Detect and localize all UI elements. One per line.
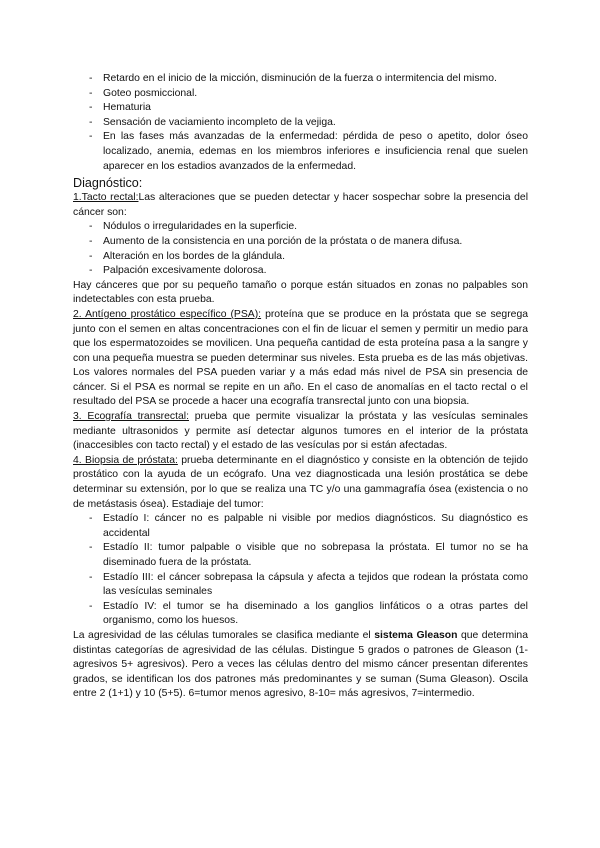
list-item-text: Nódulos o irregularidades en la superficie. xyxy=(103,221,298,233)
dash-bullet: - xyxy=(89,250,93,262)
list-item xyxy=(73,541,528,570)
list-item-text: Aumento de la consistencia en una porción de la próstata o de manera difusa. xyxy=(103,235,463,247)
list-item-text: Retardo en el inicio de la micción, disminución de la fuerza o intermitencia del mismo. xyxy=(103,73,497,84)
tacto-rectal-list xyxy=(73,220,528,278)
dash-bullet: - xyxy=(89,265,93,277)
list-item-text: Alteración en los bordes de la glándula. xyxy=(103,250,285,262)
list-item xyxy=(73,571,528,600)
gleason-paragraph xyxy=(73,629,528,702)
biopsia-title: 4. Biopsia de próstata: xyxy=(73,454,178,466)
dash-bullet: - xyxy=(89,131,93,143)
dash-bullet: - xyxy=(89,571,93,583)
list-item xyxy=(73,512,528,541)
tacto-rectal-title: 1.Tacto rectal: xyxy=(73,192,139,204)
dash-bullet: - xyxy=(89,513,93,525)
tacto-rectal-text: Las alteraciones que se pueden detectar y hacer sospechar sobre la presencia del cáncer son: xyxy=(73,192,529,218)
estadio-list xyxy=(73,512,528,629)
biopsia-paragraph xyxy=(73,454,528,512)
list-item xyxy=(73,101,528,116)
dash-bullet: - xyxy=(89,102,93,114)
list-item xyxy=(73,116,528,131)
biopsia-text: prueba determinante en el diagnóstico y consiste en la obtención de tejido prostático con la ayuda de un ecógrafo. Una vez diagnosticada una lesión prostática se debe determinar su extensión, por lo que se realiza una TC y/o una gammagrafía ósea (existencia o no de metástasis ósea). Estadiaje del tumor: xyxy=(73,454,528,510)
list-item-text: Estadío III: el cáncer sobrepasa la cápsula y afecta a tejidos que rodean la próstata como las vesículas seminales xyxy=(103,571,528,598)
list-item-text: En las fases más avanzadas de la enfermedad: pérdida de peso o apetito, dolor óseo localizado, anemia, edemas en los miembros inferiores e insuficiencia renal que suelen aparecer en los estadios avanzados de la enfermedad. xyxy=(103,131,528,172)
list-item xyxy=(73,87,528,102)
ecografia-title: 3. Ecografía transrectal: xyxy=(73,411,189,423)
dash-bullet: - xyxy=(89,87,93,99)
list-item-text: Palpación excesivamente dolorosa. xyxy=(103,265,267,277)
symptom-list xyxy=(73,72,528,174)
list-item xyxy=(73,130,528,174)
list-item xyxy=(73,72,528,87)
list-item xyxy=(73,235,528,250)
list-item xyxy=(73,220,528,235)
tacto-rectal-paragraph xyxy=(73,191,528,220)
list-item-text: Estadío II: tumor palpable o visible que no sobrepasa la próstata. El tumor no se ha diseminado fuera de la próstata. xyxy=(103,542,528,568)
document-page xyxy=(73,72,528,702)
list-item-text: Estadío I: cáncer no es palpable ni visible por medios diagnósticos. Su diagnóstico es accidental xyxy=(103,513,528,539)
gleason-term: sistema Gleason xyxy=(374,629,458,641)
psa-paragraph xyxy=(73,308,528,410)
list-item-text: Hematuria xyxy=(103,102,151,114)
dash-bullet: - xyxy=(89,600,93,612)
dash-bullet: - xyxy=(89,73,93,84)
list-item-text: Goteo posmiccional. xyxy=(103,87,198,99)
dash-bullet: - xyxy=(89,116,93,128)
list-item-text: Sensación de vaciamiento incompleto de la vejiga. xyxy=(103,116,336,128)
list-item xyxy=(73,250,528,265)
tacto-rectal-note: Hay cánceres que por su pequeño tamaño o porque están situados en zonas no palpables son indetectables con esta prueba. xyxy=(73,279,528,306)
diagnostico-heading: Diagnóstico: xyxy=(73,176,143,191)
dash-bullet: - xyxy=(89,221,93,233)
list-item xyxy=(73,600,528,629)
gleason-text-before: La agresividad de las células tumorales se clasifica mediante el xyxy=(73,629,375,641)
list-item-text: Estadío IV: el tumor se ha diseminado a los ganglios linfáticos o a otras partes del organismo, como los huesos. xyxy=(103,600,528,627)
psa-title: 2. Antígeno prostático específico (PSA): xyxy=(73,308,262,320)
ecografia-text: prueba que permite visualizar la próstata y las vesículas seminales mediante ultrasonidos y permite así detectar algunos tumores en el interior de la próstata (inaccesibles con tacto rectal) y el estado de las vesículas por si están afectadas. xyxy=(73,411,529,452)
psa-text: proteína que se produce en la próstata que se segrega junto con el semen en altas concentraciones con el fin de licuar el semen y permitir un medio para que los espermatozoides se movilicen. Una pequeña cantidad de esta proteína pasa a la sangre y con una pequeña muestra se pueden determinar sus niveles. Esta prueba es de las más objetivas. Los valores normales del PSA pueden variar y a más edad más nivel de PSA sin presencia de cáncer. Si el PSA es normal se repite en un año. En el caso de anomalías en el tacto rectal o el resultado del PSA se procede a hacer una ecografía transrectal junto con una biopsia. xyxy=(73,308,528,408)
ecografia-paragraph xyxy=(73,410,528,454)
dash-bullet: - xyxy=(89,542,93,554)
gleason-text-after: que determina distintas categorías de agresividad de las células. Distingue 5 grados o patrones de Gleason (1- agresivos 5+ agresivos). Pero a veces las células dentro del mismo cáncer presentan diferentes grados, se identifican los dos patrones más predominantes y se suman (Suma Gleason). Oscila entre 2 (1+1) y 10 (5+5). 6=tumor menos agresivo, 8-10= más agresivos, 7=intermedio. xyxy=(73,629,528,700)
dash-bullet: - xyxy=(89,235,93,247)
list-item xyxy=(73,264,528,279)
